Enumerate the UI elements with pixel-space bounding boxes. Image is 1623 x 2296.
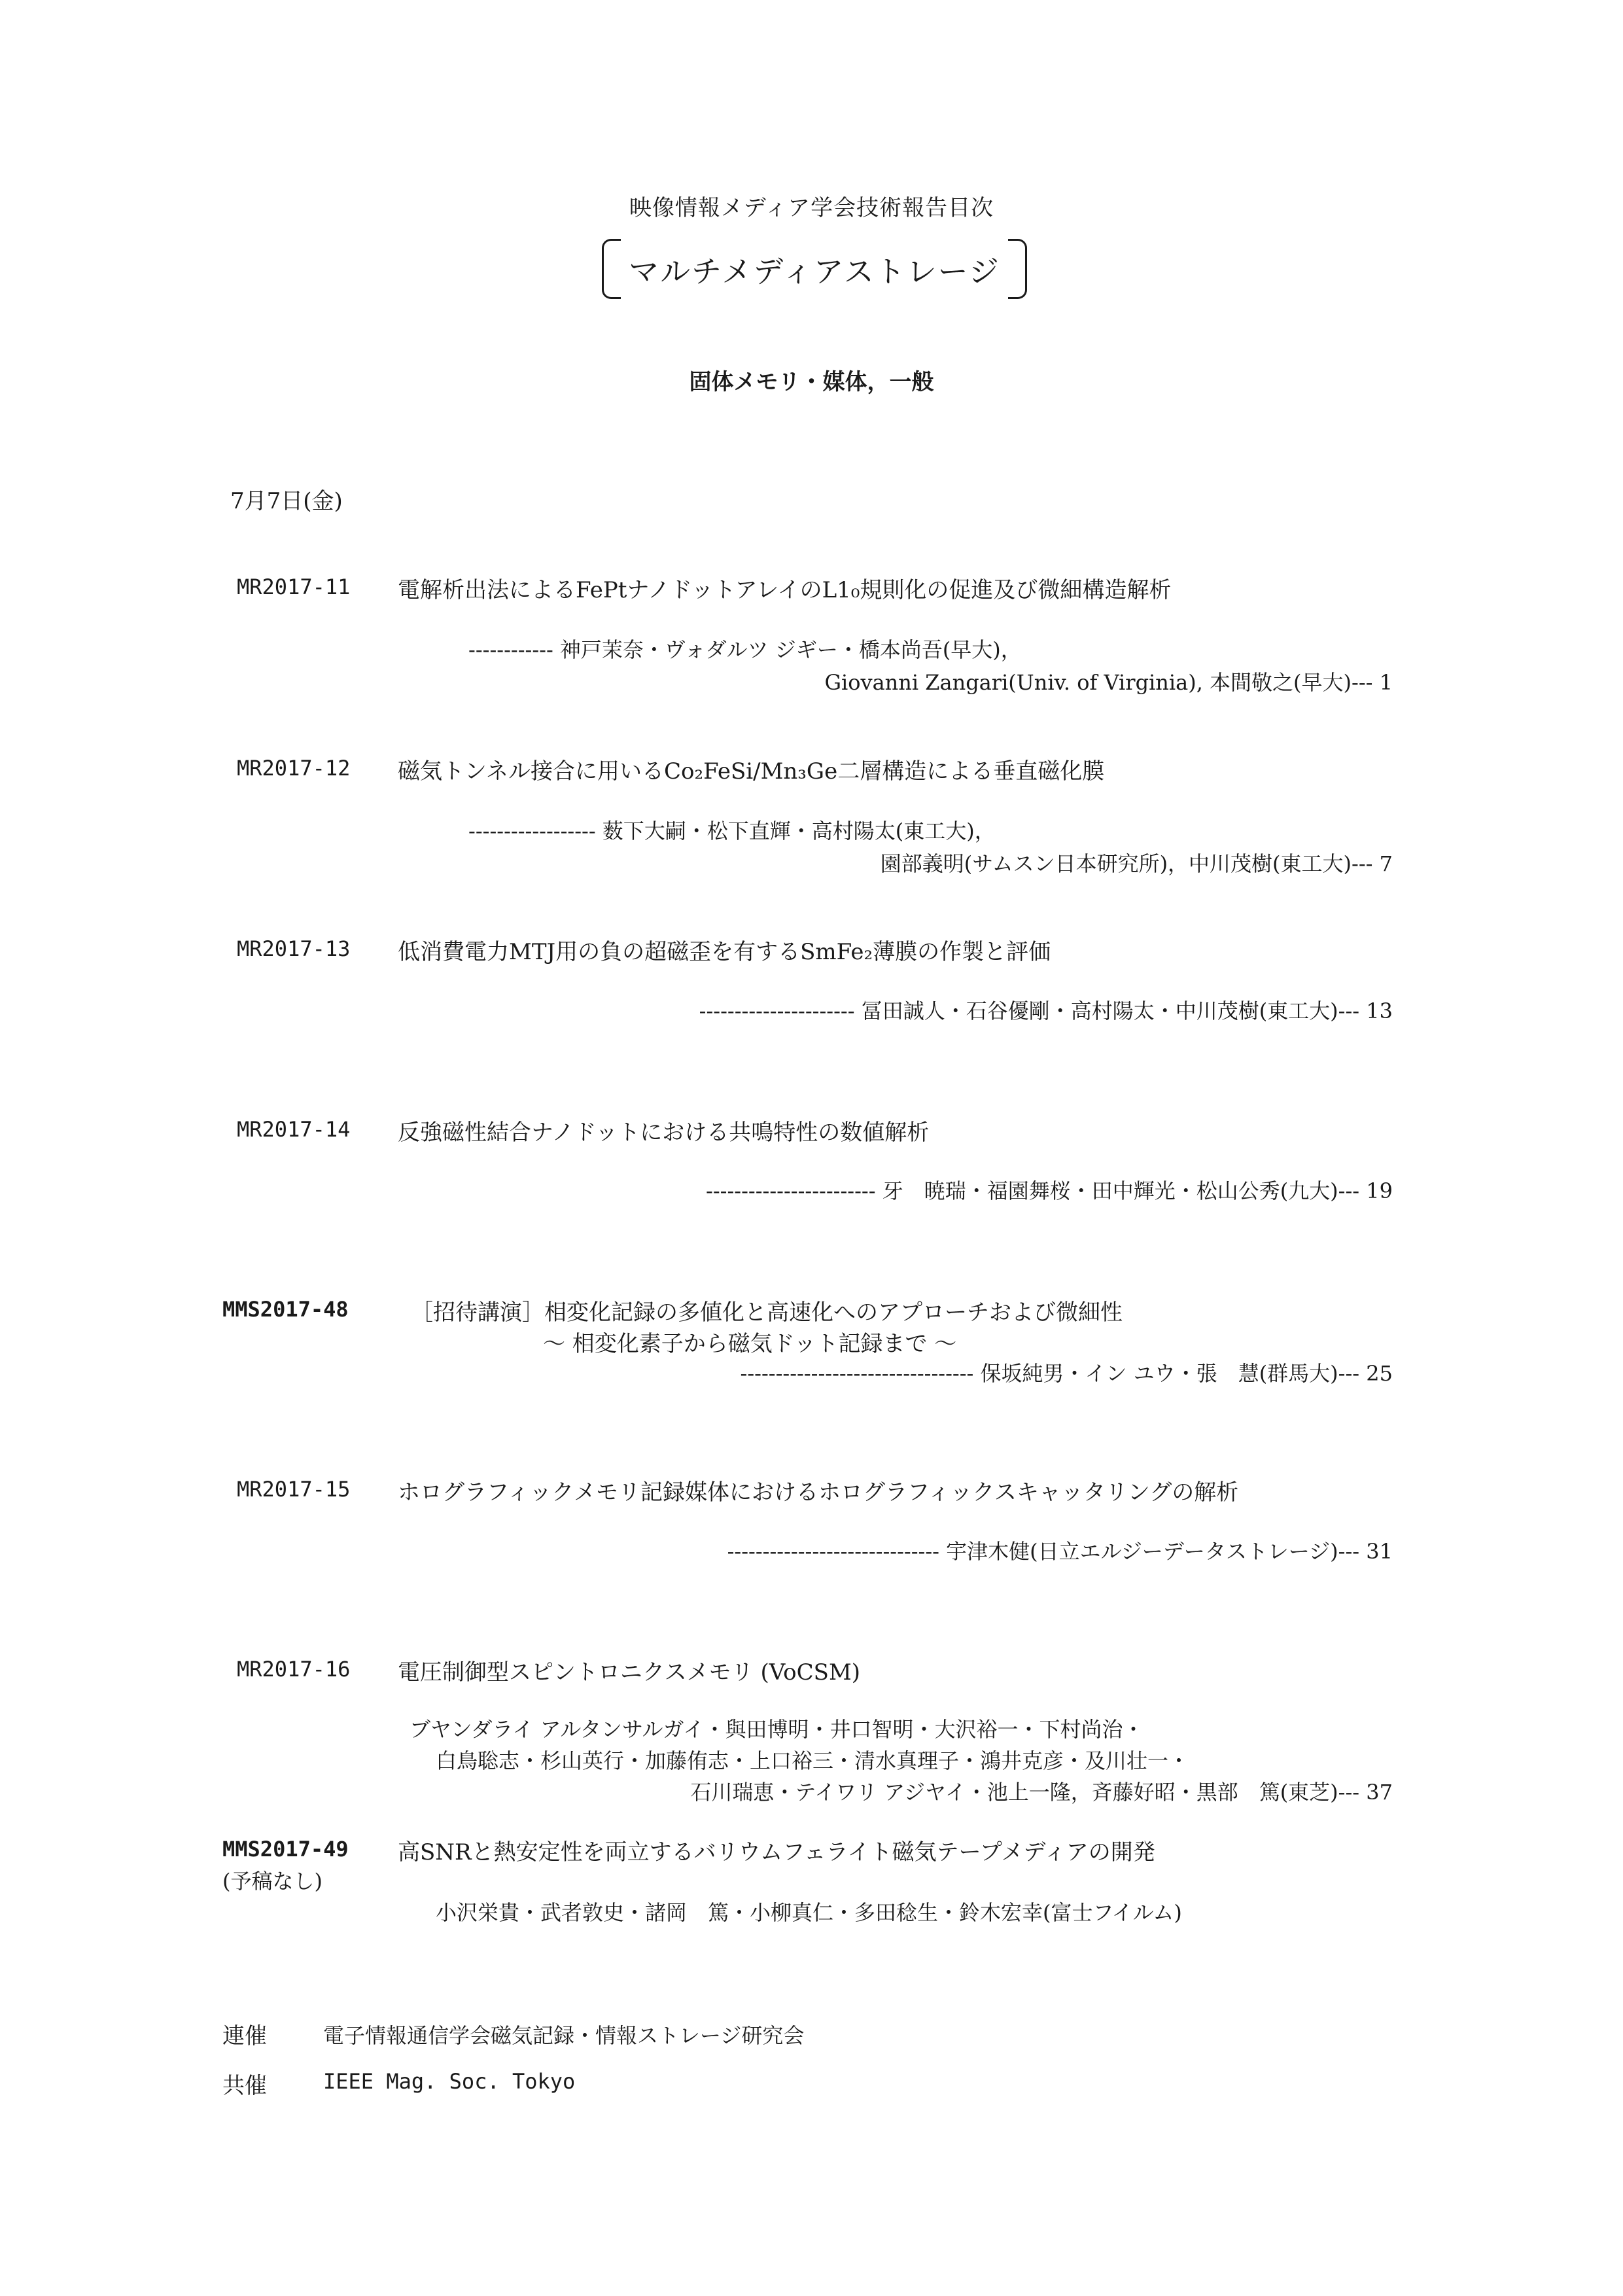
paper-subtitle: ～ 相変化素子から磁気ドット記録まで ～ <box>543 1331 957 1357</box>
paper-authors: 小沢栄貴・武者敦史・諸岡 篤・小柳真仁・多田稔生・鈴木宏幸(富士フイルム) <box>436 1900 1182 1925</box>
paper-authors: --------------------------------- 保坂純男・イン ユウ・張 慧(群馬大)--- 25 <box>740 1361 1393 1386</box>
paper-id: MMS2017-49 <box>222 1837 349 1862</box>
paper-authors: ---------------------- 冨田誠人・石谷優剛・高村陽太・中川茂樹(東工大)--- 13 <box>699 998 1393 1023</box>
paper-title: ［招待講演］相変化記録の多値化と高速化へのアプローチおよび微細性 <box>411 1299 1123 1326</box>
co-org-label: 連催 <box>222 2023 267 2049</box>
no-preprint-note: (予稿なし) <box>222 1869 323 1894</box>
paper-title: 反強磁性結合ナノドットにおける共鳴特性の数値解析 <box>398 1120 930 1146</box>
paper-id: MR2017-11 <box>237 574 351 599</box>
paper-authors: 石川瑞恵・テイワリ アジヤイ・池上一隆，斉藤好昭・黒部 篤(東芝)--- 37 <box>690 1780 1393 1805</box>
paper-id: MR2017-12 <box>237 756 351 781</box>
paper-authors: ブヤンダライ アルタンサルガイ・與田博明・井口智明・大沢裕一・下村尚治・ <box>410 1717 1144 1742</box>
cosponsor-label: 共催 <box>222 2073 267 2099</box>
paper-authors: ------------------------------ 宇津木健(日立エルジーデータストレージ)--- 31 <box>727 1539 1393 1564</box>
paper-title: 磁気トンネル接合に用いるCo₂FeSi/Mn₃Ge二層構造による垂直磁化膜 <box>398 758 1105 785</box>
session-date: 7月7日(金) <box>230 488 343 514</box>
right-bracket <box>1008 239 1027 299</box>
session-title: 固体メモリ・媒体，一般 <box>689 369 934 395</box>
paper-authors: ------------------ 薮下大嗣・松下直輝・高村陽太(東工大)， <box>468 819 996 843</box>
paper-title: 電解析出法によるFePtナノドットアレイのL1₀規則化の促進及び微細構造解析 <box>398 577 1172 603</box>
paper-id: MR2017-16 <box>237 1657 351 1682</box>
paper-id: MMS2017-48 <box>222 1297 349 1322</box>
series-box <box>602 239 1027 298</box>
paper-id: MR2017-15 <box>237 1477 351 1502</box>
paper-id: MR2017-13 <box>237 936 351 961</box>
co-org-value: 電子情報通信学会磁気記録・情報ストレージ研究会 <box>323 2023 805 2048</box>
report-title: 映像情報メディア学会技術報告目次 <box>629 195 994 221</box>
paper-authors: 白鳥聡志・杉山英行・加藤侑志・上口裕三・清水真理子・鴻井克彦・及川壮一・ <box>436 1748 1190 1773</box>
paper-title: ホログラフィックメモリ記録媒体におけるホログラフィックスキャッタリングの解析 <box>398 1479 1239 1506</box>
paper-authors: 園部義明(サムスン日本研究所)，中川茂樹(東工大)--- 7 <box>880 851 1393 876</box>
paper-title: 高SNRと熱安定性を両立するバリウムフェライト磁気テープメディアの開発 <box>398 1839 1155 1865</box>
paper-authors: ------------ 神戸茉奈・ヴォダルツ ジギー・橋本尚吾(早大)， <box>468 637 1022 662</box>
paper-authors: Giovanni Zangari(Univ. of Virginia), 本間敬之(早大)--- 1 <box>824 670 1393 695</box>
paper-id: MR2017-14 <box>237 1117 351 1142</box>
paper-title: 低消費電力MTJ用の負の超磁歪を有するSmFe₂薄膜の作製と評価 <box>398 939 1051 965</box>
cosponsor-value: IEEE Mag. Soc. Tokyo <box>323 2069 576 2094</box>
paper-title: 電圧制御型スピントロニクスメモリ (VoCSM) <box>398 1659 861 1686</box>
series-title: マルチメディアストレージ <box>629 254 1000 289</box>
paper-authors: ------------------------ 牙 暁瑞・福園舞桜・田中輝光・松山公秀(九大)--- 19 <box>706 1178 1393 1203</box>
